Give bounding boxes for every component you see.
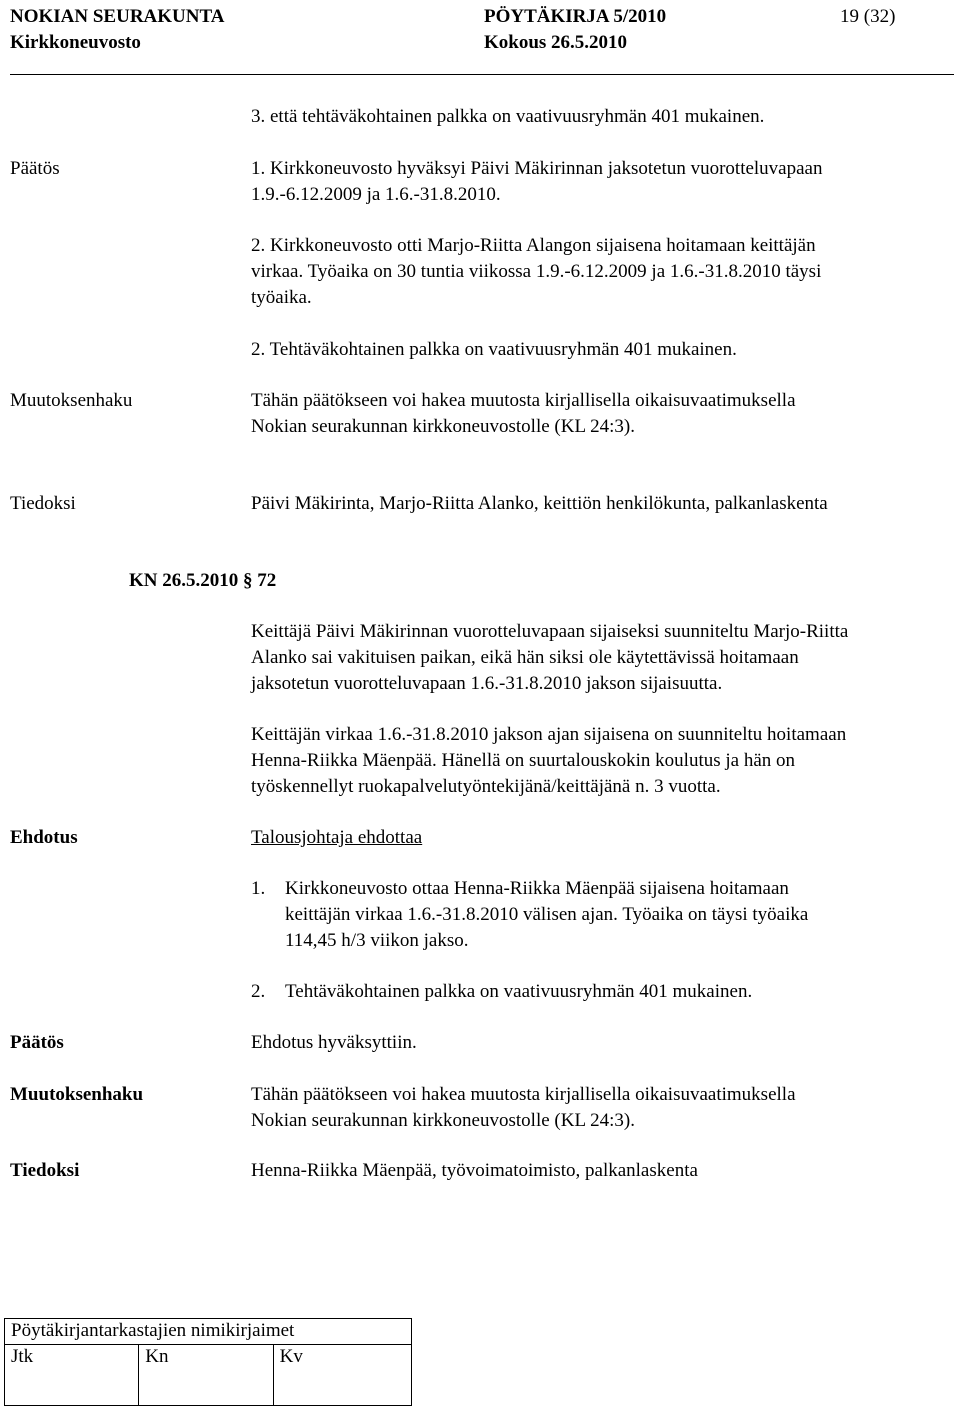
prev-decision-label: Päätös bbox=[10, 158, 60, 179]
proposal-1-line3: 114,45 h/3 viikon jakso. bbox=[285, 930, 469, 951]
prev-item-3: 3. että tehtäväkohtainen palkka on vaativuusryhmän 401 mukainen. bbox=[251, 106, 765, 127]
para1-line3: jaksotetun vuorotteluvapaan 1.6.-31.8.2010 jakson sijaisuutta. bbox=[251, 673, 723, 694]
decision-label: Päätös bbox=[10, 1032, 64, 1053]
prev-decision-2c: työaika. bbox=[251, 287, 312, 308]
prev-decision-2a: 2. Kirkkoneuvosto otti Marjo-Riitta Alangon sijaisena hoitamaan keittäjän bbox=[251, 235, 816, 256]
appeal-line1: Tähän päätökseen voi hakea muutosta kirjallisella oikaisuvaatimuksella bbox=[251, 1084, 796, 1105]
section-title: KN 26.5.2010 § 72 bbox=[129, 570, 277, 591]
prev-decision-2-salary: 2. Tehtäväkohtainen palkka on vaativuusryhmän 401 mukainen. bbox=[251, 339, 737, 360]
prev-decision-2b: virkaa. Työaika on 30 tuntia viikossa 1.9.-6.12.2009 ja 1.6.-31.8.2010 täysi bbox=[251, 261, 822, 282]
signature-cell-kn: Kn bbox=[139, 1345, 273, 1406]
para2-line1: Keittäjän virkaa 1.6.-31.8.2010 jakson ajan sijaisena on suunniteltu hoitamaan bbox=[251, 724, 847, 745]
org-name: NOKIAN SEURAKUNTA bbox=[10, 6, 225, 27]
prev-appeal-1: Tähän päätökseen voi hakea muutosta kirjallisella oikaisuvaatimuksella bbox=[251, 390, 796, 411]
prev-info-label: Tiedoksi bbox=[10, 493, 76, 514]
signature-table-title: Pöytäkirjantarkastajien nimikirjaimet bbox=[5, 1319, 412, 1345]
signature-cell-kv: Kv bbox=[273, 1345, 411, 1406]
signature-table bbox=[4, 1318, 412, 1406]
prev-appeal-2: Nokian seurakunnan kirkkoneuvostolle (KL 24:3). bbox=[251, 416, 635, 437]
info-text: Henna-Riikka Mäenpää, työvoimatoimisto, palkanlaskenta bbox=[251, 1160, 698, 1181]
proposal-heading: Talousjohtaja ehdottaa bbox=[251, 827, 423, 848]
body-name: Kirkkoneuvosto bbox=[10, 32, 141, 53]
proposal-1-line1: Kirkkoneuvosto ottaa Henna-Riikka Mäenpää sijaisena hoitamaan bbox=[285, 878, 789, 899]
prev-info: Päivi Mäkirinta, Marjo-Riitta Alanko, keittiön henkilökunta, palkanlaskenta bbox=[251, 493, 828, 514]
proposal-label: Ehdotus bbox=[10, 827, 78, 848]
proposal-1-line2: keittäjän virkaa 1.6.-31.8.2010 välisen ajan. Työaika on täysi työaika bbox=[285, 904, 809, 925]
appeal-line2: Nokian seurakunnan kirkkoneuvostolle (KL 24:3). bbox=[251, 1110, 635, 1131]
para2-line2: Henna-Riikka Mäenpää. Hänellä on suurtalouskokin koulutus ja hän on bbox=[251, 750, 796, 771]
proposal-2-number: 2. bbox=[251, 981, 266, 1002]
signature-cell-jtk: Jtk bbox=[5, 1345, 139, 1406]
appeal-label: Muutoksenhaku bbox=[10, 1084, 144, 1105]
prev-decision-1a: 1. Kirkkoneuvosto hyväksyi Päivi Mäkirinnan jaksotetun vuorotteluvapaan bbox=[251, 158, 823, 179]
para1-line2: Alanko sai vakituisen paikan, eikä hän siksi ole käytettävissä hoitamaan bbox=[251, 647, 799, 668]
header-rule bbox=[10, 74, 954, 75]
prev-decision-1b: 1.9.-6.12.2009 ja 1.6.-31.8.2010. bbox=[251, 184, 501, 205]
para2-line3: työskennellyt ruokapalvelutyöntekijänä/keittäjänä n. 3 vuotta. bbox=[251, 776, 721, 797]
meeting-date: Kokous 26.5.2010 bbox=[484, 32, 628, 53]
info-label: Tiedoksi bbox=[10, 1160, 80, 1181]
page-number: 19 (32) bbox=[840, 6, 896, 27]
prev-appeal-label: Muutoksenhaku bbox=[10, 390, 133, 411]
para1-line1: Keittäjä Päivi Mäkirinnan vuorotteluvapaan sijaiseksi suunniteltu Marjo-Riitta bbox=[251, 621, 849, 642]
doc-title: PÖYTÄKIRJA 5/2010 bbox=[484, 6, 667, 27]
proposal-1-number: 1. bbox=[251, 878, 266, 899]
proposal-2-text: Tehtäväkohtainen palkka on vaativuusryhmän 401 mukainen. bbox=[285, 981, 753, 1002]
decision-text: Ehdotus hyväksyttiin. bbox=[251, 1032, 417, 1053]
